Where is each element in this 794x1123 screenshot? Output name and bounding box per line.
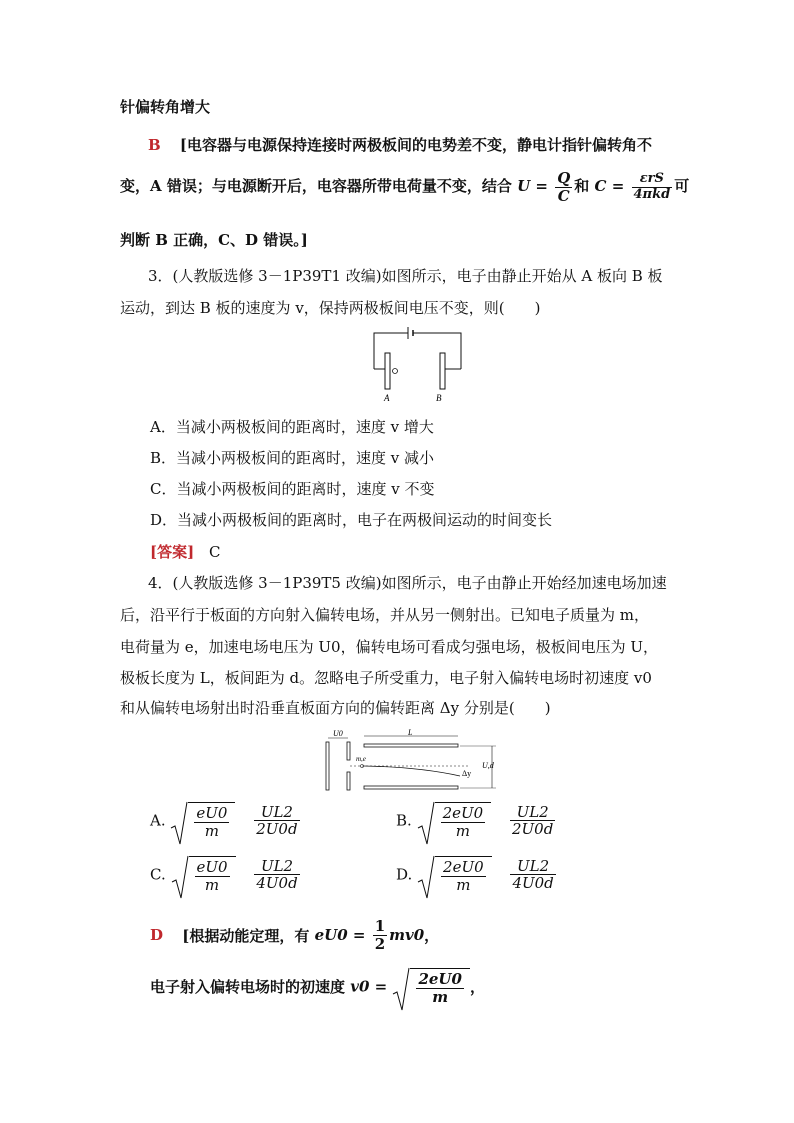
option-c: C. $\frac{eU0}{m}$ $\frac{UL2}{4U0d}$ [150, 856, 302, 893]
option-d: D. $\frac{2eU0}{m}$ $\frac{UL2}{4U0d}$ [396, 856, 558, 893]
sqrt-expression: $\frac{eU0}{m}$ [171, 856, 236, 893]
answer-letter: D [150, 926, 164, 944]
answer-line [150, 541, 220, 562]
formula: mv0 [389, 926, 425, 944]
option-a: A．当减小两极板间的距离时，速度 v 增大 [150, 418, 434, 436]
sqrt-expression: $\frac{2eU0}{m}$ [392, 968, 470, 1005]
ud-label: U,d [482, 761, 494, 770]
fraction: $\frac{UL2}{4U0d}$ [256, 856, 298, 892]
plate-b-label: B [436, 393, 442, 403]
answer-block-b [148, 134, 652, 155]
text: 和 [574, 177, 590, 195]
question-4-stem: 后，沿平行于板面的方向射入偏转电场，并从另一侧射出。已知电子质量为 m， [120, 606, 649, 624]
question-4-stem: 和从偏转电场射出时沿垂直板面方向的偏转距离 Δy 分别是( ) [120, 699, 551, 717]
option-d: D．当减小两极板间的距离时，电子在两极间运动的时间变长 [150, 511, 553, 529]
dy-label: Δy [462, 769, 472, 778]
text: [根据动能定理，有 [182, 926, 310, 945]
text-line: [电容器与电源保持连接时两极板间的电势差不变，静电计指针偏转角不 [179, 136, 653, 154]
question-3-stem: 运动，到达 B 板的速度为 v，保持两极板间电压不变，则( ) [120, 299, 541, 317]
question-3-stem: 3．(人教版选修 3－1P39T1 改编)如图所示，电子由静止开始从 A 板向 B 板 [148, 267, 663, 285]
sqrt-expression: $\frac{2eU0}{m}$ [417, 802, 492, 839]
text-line: 针偏转角增大 [120, 98, 211, 116]
sqrt-expression: $\frac{2eU0}{m}$ [417, 856, 492, 893]
answer-block-b-line2: 变，A 错误；与电源断开后，电容器所带电荷量不变，结合 U = $\frac{Q}{C}$ 和 C = $\frac{\text{εrS}}{\text{4πkd}}$ 可 [120, 169, 690, 205]
answer-block-d [150, 918, 439, 952]
plate-a-label: A [384, 393, 390, 403]
option-b: B．当减小两极板间的距离时，速度 v 减小 [150, 449, 435, 467]
option-a: A. $\frac{eU0}{m}$ $\frac{UL2}{2U0d}$ [150, 802, 302, 839]
text: ， [469, 978, 485, 996]
answer-d-line2 [150, 968, 485, 1005]
question-4-stem: 4．(人教版选修 3－1P39T5 改编)如图所示，电子由静止开始经加速电场加速 [148, 574, 667, 592]
text: 可 [674, 177, 690, 195]
question-4-stem: 极板长度为 L，板间距为 d。忽略电子所受重力，电子射入偏转电场时初速度 v0 [120, 669, 652, 687]
text-line: 变，A 错误；与电源断开后，电容器所带电荷量不变，结合 [120, 177, 512, 195]
sqrt-expression: $\frac{eU0}{m}$ [170, 802, 235, 839]
fraction: $\frac{UL2}{2U0d}$ [511, 802, 554, 838]
fraction: $\frac{1}{2}$ [374, 917, 386, 953]
formula-var: U [517, 177, 531, 195]
l-label: L [408, 728, 413, 737]
option-c: C．当减小两极板间的距离时，速度 v 不变 [150, 480, 435, 498]
me-label: m,e [356, 755, 366, 763]
fraction: $\frac{UL2}{2U0d}$ [256, 802, 298, 838]
fraction: $\frac{UL2}{4U0d}$ [512, 856, 554, 892]
answer-letter: B [148, 136, 161, 154]
capacitor-diagram [368, 325, 468, 407]
answer-value: C [208, 543, 221, 561]
text: 电子射入偏转电场时的初速度 [150, 978, 346, 996]
u0-label: U0 [333, 729, 343, 738]
question-4-stem: 电荷量为 e，加速电场电压为 U0，偏转电场可看成匀强电场，极板间电压为 U， [120, 638, 659, 656]
text-line: 判断 B 正确，C、D 错误。] [120, 231, 308, 249]
fraction: $\frac{Q}{C}$ [557, 169, 571, 205]
formula: v0 = [350, 977, 388, 996]
deflection-diagram [320, 728, 505, 794]
fraction: $\frac{\text{εrS}}{\text{4πkd}}$ [633, 171, 671, 202]
option-b: B. $\frac{2eU0}{m}$ $\frac{UL2}{2U0d}$ [396, 802, 557, 839]
formula: eU0 = [314, 926, 366, 944]
text: ， [424, 926, 440, 945]
answer-label: [答案] [150, 543, 195, 561]
